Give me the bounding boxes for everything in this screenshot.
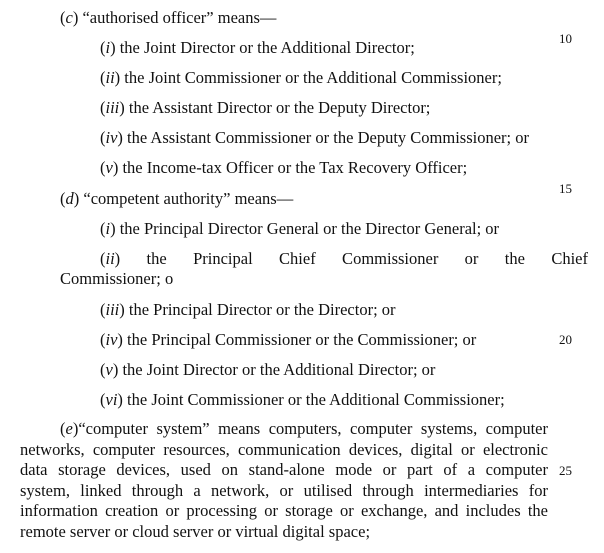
item-number: i bbox=[105, 219, 111, 238]
item-number: iv bbox=[105, 128, 118, 147]
item-text: the Income-tax Officer or the Tax Recovery Officer; bbox=[118, 158, 468, 177]
clause-d-heading: (d) “competent authority” means— bbox=[60, 189, 294, 208]
item-number: v bbox=[105, 158, 113, 177]
clause-d-item-vi: (vi) the Joint Commissioner or the Additional Commissioner; bbox=[100, 390, 505, 409]
item-number: vi bbox=[105, 390, 118, 409]
clause-c-heading: (c) “authorised officer” means— bbox=[60, 8, 277, 27]
clause-d-label: d bbox=[65, 189, 74, 208]
item-text: the Joint Director or the Additional Director; or bbox=[118, 360, 436, 379]
item-number: iv bbox=[105, 330, 118, 349]
item-text: the Principal Director General or the Director General; or bbox=[115, 219, 500, 238]
item-text: the Joint Commissioner or the Additional Commissioner; bbox=[122, 390, 505, 409]
clause-e-line-6: remote server or cloud server or virtual digital space; bbox=[20, 521, 371, 541]
clause-c-item-i: (i) the Joint Director or the Additional Director; bbox=[100, 38, 415, 57]
item-text: the Principal Chief Commissioner or the Chief bbox=[120, 249, 588, 268]
clause-e-line-3: data storage devices, used on stand-alone mode or part of a computer bbox=[20, 460, 548, 479]
clause-c-item-v: (v) the Income-tax Officer or the Tax Recovery Officer; bbox=[100, 158, 468, 177]
item-number: v bbox=[105, 360, 113, 379]
clause-d-heading-text: “competent authority” means— bbox=[83, 189, 294, 208]
clause-e-line-2: networks, computer resources, communication devices, digital or electronic bbox=[20, 439, 548, 459]
line-number-20: 20 bbox=[559, 332, 572, 347]
item-text: the Joint Director or the Additional Director; bbox=[115, 38, 415, 57]
line-number-25: 25 bbox=[559, 463, 572, 478]
item-text: the Joint Commissioner or the Additional Commissioner; bbox=[120, 68, 502, 87]
clause-c-label: c bbox=[65, 8, 73, 27]
clause-d-item-iii: (iii) the Principal Director or the Director; or bbox=[100, 300, 396, 319]
clause-d-item-v: (v) the Joint Director or the Additional Director; or bbox=[100, 360, 436, 379]
item-text: the Assistant Director or the Deputy Director; bbox=[124, 98, 431, 117]
item-text: the Assistant Commissioner or the Deputy Commissioner; or bbox=[122, 128, 529, 147]
line-number-15: 15 bbox=[559, 181, 572, 196]
item-number: ii bbox=[105, 249, 115, 268]
item-number: ii bbox=[105, 68, 115, 87]
clause-d-item-ii: (ii) the Principal Chief Commissioner or the Chief bbox=[100, 249, 588, 268]
clause-d-item-i: (i) the Principal Director General or the Director General; or bbox=[100, 219, 500, 238]
item-text: the Principal Commissioner or the Commissioner; or bbox=[122, 330, 477, 349]
clause-e-line-1: (e)“computer system” means computers, computer systems, computer bbox=[60, 419, 548, 438]
item-text: the Principal Director or the Director; or bbox=[124, 300, 396, 319]
item-number: i bbox=[105, 38, 111, 57]
clause-e-label: e bbox=[65, 419, 73, 438]
clause-c-heading-text: “authorised officer” means— bbox=[82, 8, 277, 27]
clause-e-line-1-text: “computer system” means computers, computer systems, computer bbox=[78, 419, 548, 438]
clause-e-line-5: information creation or processing or storage or exchange, and includes the bbox=[20, 501, 548, 520]
clause-d-item-ii-continuation: Commissioner; o bbox=[60, 269, 174, 288]
item-number: iii bbox=[105, 300, 120, 319]
clause-c-item-iv: (iv) the Assistant Commissioner or the Deputy Commissioner; or bbox=[100, 128, 529, 147]
clause-e-paragraph bbox=[20, 419, 548, 542]
item-number: iii bbox=[105, 98, 120, 117]
clause-c-item-iii: (iii) the Assistant Director or the Deputy Director; bbox=[100, 98, 431, 117]
clause-e-line-4: system, linked through a network, or utilised through intermediaries for bbox=[20, 480, 548, 500]
clause-c-item-ii: (ii) the Joint Commissioner or the Additional Commissioner; bbox=[100, 68, 502, 87]
line-number-10: 10 bbox=[559, 31, 572, 46]
clause-d-item-iv: (iv) the Principal Commissioner or the Commissioner; or bbox=[100, 330, 477, 349]
